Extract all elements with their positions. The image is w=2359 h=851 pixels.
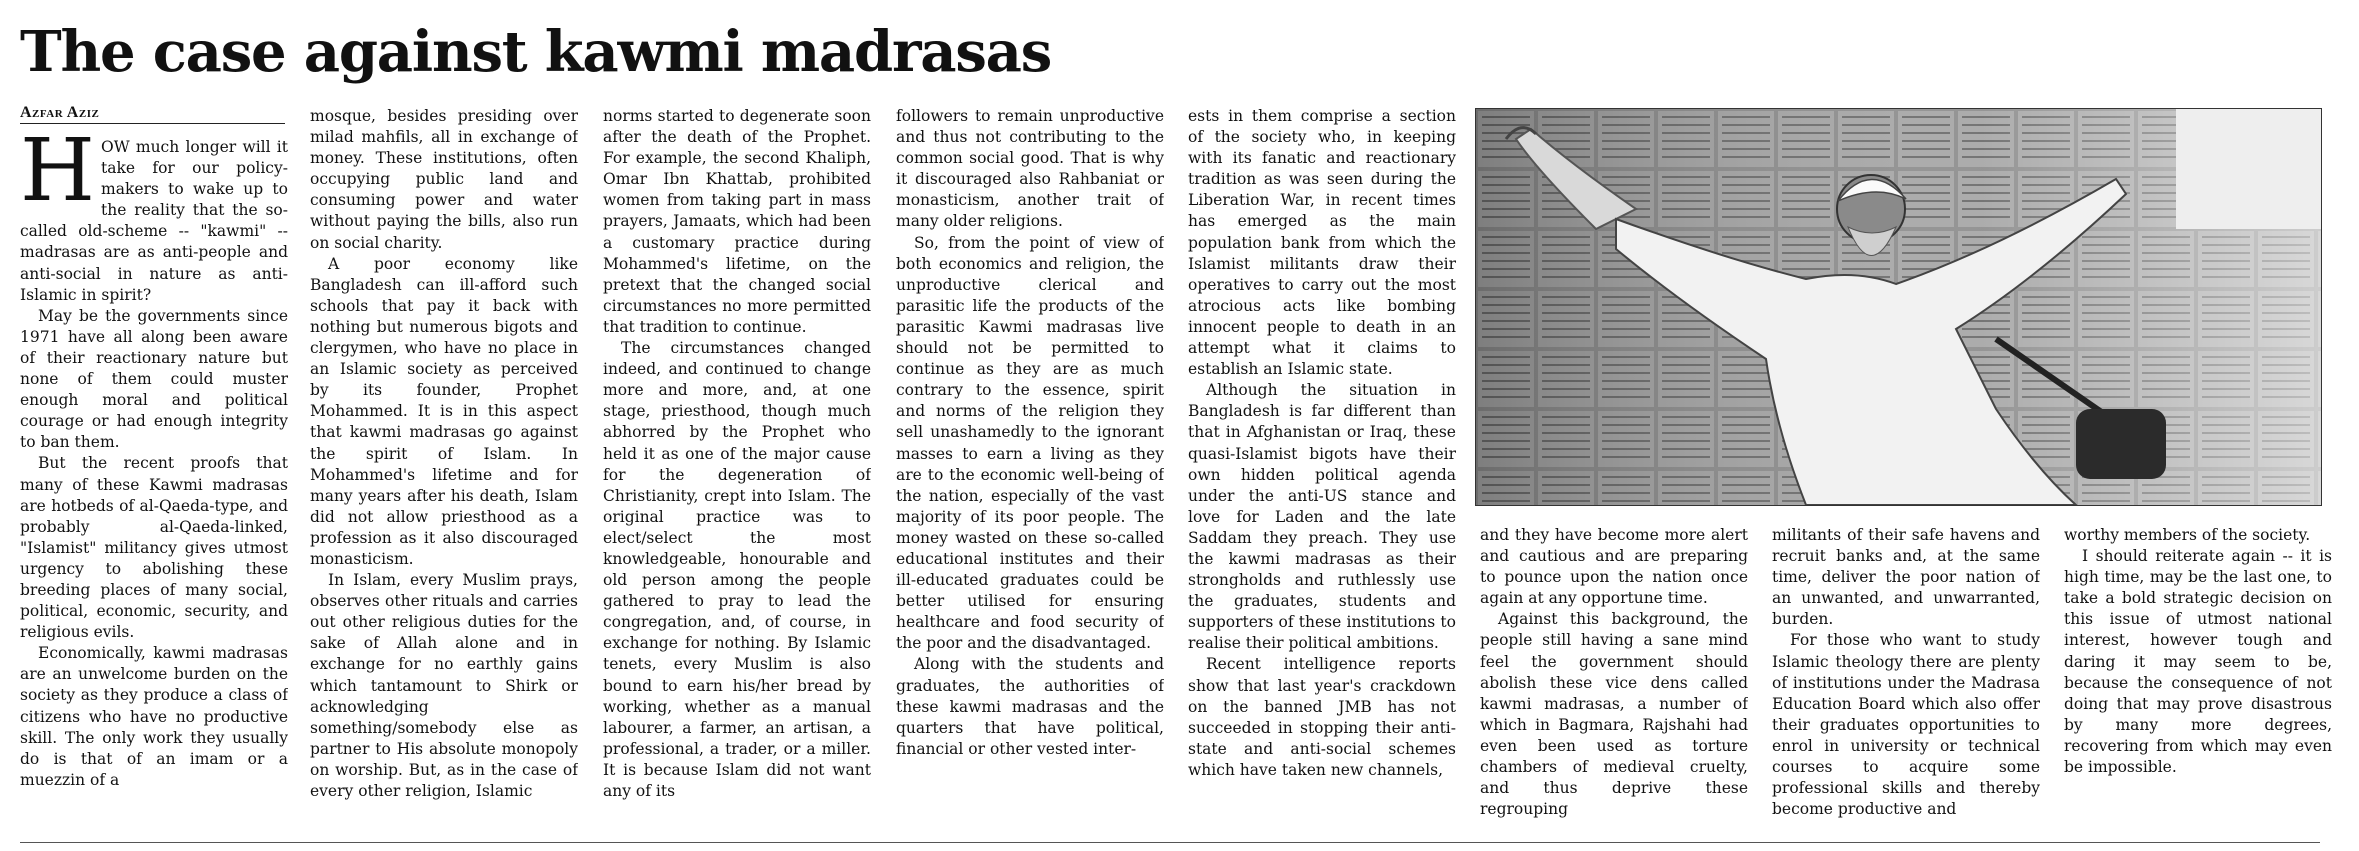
byline: Azfar Aziz <box>20 104 285 124</box>
paragraph: militants of their safe havens and recruit banks and, at the same time, deliver the poor nation of an unwanted, and unwarranted, burden. <box>1772 526 2040 629</box>
drop-cap: H <box>20 137 95 221</box>
paragraph: In Islam, every Muslim prays, observes other rituals and carries out other religious duties for the sake of Allah alone and in exchange for no earthly gains which tantamount to Shirk or acknowledging something/somebody else as partner to His absolute monopoly on worship. But, as in the case of every other religion, Islamic <box>310 571 578 800</box>
paragraph: and they have become more alert and cautious and are preparing to pounce upon the nation once again at any opportune time. <box>1480 526 1748 608</box>
paragraph: worthy members of the society. <box>2064 526 2311 544</box>
bottom-rule <box>20 842 2320 843</box>
paragraph: So, from the point of view of both economics and religion, the unproductive clerical and parasitic life the products of the parasitic Kawmi madrasas live should not be permitted to continue as they are as much contrary to the essence, spirit and norms of the religion they sell unashamedly to the ignorant masses to earn a living as they are to the economic well-being of the nation, especially of the vast majority of its poor people. The money wasted on these so-called educational institutes and their ill-educated graduates could be better utilised for ensuring healthcare and food security of the poor and the disadvantaged. <box>896 233 1164 653</box>
article-column-5 <box>1188 106 1456 835</box>
article-column-6 <box>1480 525 1748 835</box>
article-column-2 <box>310 106 578 835</box>
man-lying-on-ground-photo <box>1476 109 2321 505</box>
paragraph: But the recent proofs that many of these Kawmi madrasas are hotbeds of al-Qaeda-type, and probably al-Qaeda-linked, "Islamist" militancy gives utmost urgency to abolishing these breeding places of many social, political, economic, security, and religious evils. <box>20 454 288 642</box>
paragraph: mosque, besides presiding over milad mahfils, all in exchange of money. These institutions, often occupying public land and consuming power and water without paying the bills, also run on social charity. <box>310 107 578 252</box>
paragraph: ests in them comprise a section of the society who, in keeping with its fanatic and reactionary tradition as was seen during the Liberation War, in recent times has emerged as the main population bank from which the Islamist militants draw their operatives to carry out the most atrocious acts like bombing innocent people to death in an attempt what it claims to establish an Islamic state. <box>1188 107 1456 379</box>
paragraph: The circumstances changed indeed, and continued to change more and more, and, at one stage, priesthood, though much abhorred by the Prophet who held it as one of the major cause for the degeneration of Christianity, crept into Islam. The original practice was to elect/select the most knowledgeable, honourable and old person among the people gathered to pray to lead the congregation, and, of course, in exchange for nothing. By Islamic tenets, every Muslim is also bound to earn his/her bread by working, whether as a manual labourer, a farmer, an artisan, a professional, a trader, or a miller. It is because Islam did not want any of its <box>603 339 871 800</box>
headline: The case against kawmi madrasas <box>20 19 1052 85</box>
article-column-7 <box>1772 525 2040 835</box>
paragraph: May be the governments since 1971 have all along been aware of their reactionary nature but none of them could muster enough moral and political courage or had enough integrity to ban them. <box>20 306 288 452</box>
article-column-1 <box>20 137 288 835</box>
article-column-4 <box>896 106 1164 835</box>
paragraph: For those who want to study Islamic theology there are plenty of institutions under the Madrasa Education Board which also offer their graduates opportunities to enrol in university or technical courses to acquire some professional skills and thereby become productive and <box>1772 631 2040 819</box>
paragraph: I should reiterate again -- it is high time, may be the last one, to take a bold strategic decision on this issue of utmost national interest, however tough and daring it may seem to be, because the consequence of not doing that may prove disastrous by many more degrees, recovering from which may even be impossible. <box>2064 547 2332 777</box>
paragraph: Against this background, the people still having a sane mind feel the government should abolish these vice dens called kawmi madrasas, a number of which in Bagmara, Rajshahi had even been used as torture chambers of medieval cruelty, and thus deprive these regrouping <box>1480 610 1748 819</box>
paragraph: HOW much longer will it take for our policy-makers to wake up to the reality that the so-called old-scheme -- "kawmi" -- madrasas are as anti-people and anti-social in nature as anti-Islamic in spirit? <box>20 137 288 304</box>
paragraph: Economically, kawmi madrasas are an unwelcome burden on the society as they produce a class of citizens who have no productive skill. The only work they usually do is that of an imam or a muezzin of a <box>20 644 288 789</box>
paragraph: A poor economy like Bangladesh can ill-afford such schools that pay it back with nothing but numerous bigots and clergymen, who have no place in an Islamic society as perceived by its founder, Prophet Mohammed. It is in this aspect that kawmi madrasas go against the spirit of Islam. In Mohammed's lifetime and for many years after his death, Islam did not allow priesthood as a profession as it also discouraged monasticism. <box>310 254 578 568</box>
article-column-3 <box>603 106 871 835</box>
paragraph: Although the situation in Bangladesh is far different than that in Afghanistan or Iraq, these quasi-Islamist bigots have their own hidden political agenda under the anti-US stance and love for Laden and the late Saddam they preach. They use the kawmi madrasas as their strongholds and ruthlessly use the graduates, students and supporters of these institutions to realise their political ambitions. <box>1188 381 1456 653</box>
paragraph: norms started to degenerate soon after the death of the Prophet. For example, the second Khaliph, Omar Ibn Khattab, prohibited women from taking part in mass prayers, Jamaats, which had been a customary practice during Mohammed's lifetime, on the pretext that the changed social circumstances no more permitted that tradition to continue. <box>603 107 871 336</box>
paragraph: Recent intelligence reports show that last year's crackdown on the banned JMB has not succeeded in stopping their anti-state and anti-social schemes which have taken new channels, <box>1188 655 1456 779</box>
article-column-8 <box>2064 525 2332 835</box>
paragraph: followers to remain unproductive and thus not contributing to the common social good. That is why it discouraged also Rahbaniat or monasticism, another trait of many older religions. <box>896 107 1164 231</box>
article-photo <box>1475 108 2322 506</box>
paragraph: Along with the students and graduates, the authorities of these kawmi madrasas and the quarters that have political, financial or other vested inter- <box>896 655 1164 758</box>
